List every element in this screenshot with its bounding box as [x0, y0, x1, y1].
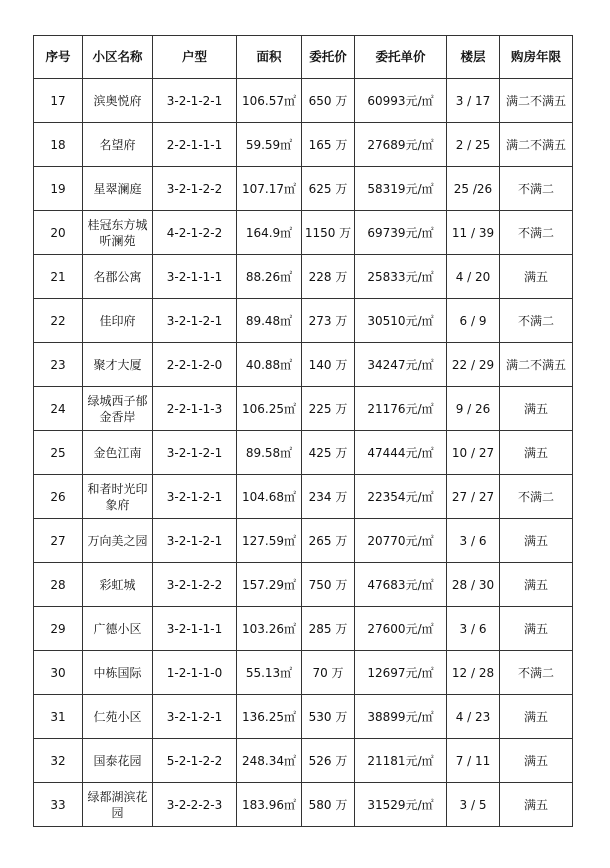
cell-asking-price: 265 万: [302, 519, 355, 563]
cell-floor: 6 / 9: [447, 299, 500, 343]
cell-asking-price: 530 万: [302, 695, 355, 739]
table-row: [34, 739, 573, 783]
table-row: [34, 783, 573, 827]
cell-ownership-years: 不满二: [500, 211, 573, 255]
cell-area: 183.96㎡: [237, 783, 302, 827]
cell-unit-price: 34247元/㎡: [355, 343, 447, 387]
cell-area: 89.58㎡: [237, 431, 302, 475]
cell-layout: 5-2-1-2-2: [153, 739, 237, 783]
table-row: [34, 519, 573, 563]
cell-area: 127.59㎡: [237, 519, 302, 563]
cell-area: 107.17㎡: [237, 167, 302, 211]
cell-ownership-years: 满五: [500, 563, 573, 607]
table-row: [34, 563, 573, 607]
cell-layout: 3-2-1-1-1: [153, 255, 237, 299]
cell-asking-price: 625 万: [302, 167, 355, 211]
cell-layout: 3-2-2-2-3: [153, 783, 237, 827]
cell-floor: 2 / 25: [447, 123, 500, 167]
cell-asking-price: 70 万: [302, 651, 355, 695]
cell-unit-price: 31529元/㎡: [355, 783, 447, 827]
cell-community-name: 金色江南: [83, 431, 153, 475]
cell-unit-price: 47683元/㎡: [355, 563, 447, 607]
table-row: [34, 299, 573, 343]
cell-serial-number: 32: [34, 739, 83, 783]
cell-ownership-years: 满五: [500, 783, 573, 827]
cell-community-name: 万向美之园: [83, 519, 153, 563]
table-row: [34, 167, 573, 211]
cell-ownership-years: 满二不满五: [500, 343, 573, 387]
header-layout: 户型: [153, 36, 237, 79]
cell-unit-price: 30510元/㎡: [355, 299, 447, 343]
cell-serial-number: 30: [34, 651, 83, 695]
cell-floor: 28 / 30: [447, 563, 500, 607]
cell-community-name: 星翠澜庭: [83, 167, 153, 211]
cell-serial-number: 18: [34, 123, 83, 167]
cell-asking-price: 750 万: [302, 563, 355, 607]
header-asking-price: 委托价: [302, 36, 355, 79]
cell-serial-number: 20: [34, 211, 83, 255]
cell-area: 103.26㎡: [237, 607, 302, 651]
cell-floor: 3 / 6: [447, 519, 500, 563]
cell-serial-number: 29: [34, 607, 83, 651]
cell-area: 248.34㎡: [237, 739, 302, 783]
cell-community-name: 聚才大厦: [83, 343, 153, 387]
cell-unit-price: 21176元/㎡: [355, 387, 447, 431]
header-community-name: 小区名称: [83, 36, 153, 79]
cell-layout: 2-2-1-1-1: [153, 123, 237, 167]
cell-layout: 1-2-1-1-0: [153, 651, 237, 695]
cell-layout: 3-2-1-2-1: [153, 431, 237, 475]
cell-floor: 9 / 26: [447, 387, 500, 431]
table-row: [34, 475, 573, 519]
cell-community-name: 广德小区: [83, 607, 153, 651]
cell-layout: 3-2-1-2-2: [153, 563, 237, 607]
cell-layout: 4-2-1-2-2: [153, 211, 237, 255]
cell-ownership-years: 满五: [500, 387, 573, 431]
cell-floor: 25 /26: [447, 167, 500, 211]
cell-asking-price: 140 万: [302, 343, 355, 387]
cell-asking-price: 285 万: [302, 607, 355, 651]
cell-asking-price: 526 万: [302, 739, 355, 783]
cell-floor: 3 / 17: [447, 79, 500, 123]
cell-unit-price: 58319元/㎡: [355, 167, 447, 211]
cell-serial-number: 23: [34, 343, 83, 387]
cell-unit-price: 27600元/㎡: [355, 607, 447, 651]
cell-community-name: 桂冠东方城听澜苑: [83, 211, 153, 255]
cell-floor: 7 / 11: [447, 739, 500, 783]
cell-serial-number: 25: [34, 431, 83, 475]
cell-asking-price: 228 万: [302, 255, 355, 299]
cell-unit-price: 25833元/㎡: [355, 255, 447, 299]
cell-ownership-years: 满五: [500, 607, 573, 651]
cell-unit-price: 69739元/㎡: [355, 211, 447, 255]
cell-unit-price: 38899元/㎡: [355, 695, 447, 739]
cell-asking-price: 165 万: [302, 123, 355, 167]
cell-unit-price: 60993元/㎡: [355, 79, 447, 123]
cell-ownership-years: 满五: [500, 739, 573, 783]
cell-asking-price: 225 万: [302, 387, 355, 431]
cell-community-name: 名望府: [83, 123, 153, 167]
cell-area: 59.59㎡: [237, 123, 302, 167]
cell-community-name: 名郡公寓: [83, 255, 153, 299]
cell-asking-price: 425 万: [302, 431, 355, 475]
table-row: [34, 431, 573, 475]
cell-floor: 3 / 5: [447, 783, 500, 827]
table-row: [34, 255, 573, 299]
cell-unit-price: 20770元/㎡: [355, 519, 447, 563]
cell-floor: 4 / 23: [447, 695, 500, 739]
cell-ownership-years: 不满二: [500, 167, 573, 211]
cell-ownership-years: 不满二: [500, 299, 573, 343]
cell-serial-number: 17: [34, 79, 83, 123]
cell-floor: 3 / 6: [447, 607, 500, 651]
table-row: [34, 211, 573, 255]
cell-area: 136.25㎡: [237, 695, 302, 739]
cell-serial-number: 24: [34, 387, 83, 431]
cell-layout: 3-2-1-2-1: [153, 79, 237, 123]
header-floor: 楼层: [447, 36, 500, 79]
cell-area: 89.48㎡: [237, 299, 302, 343]
table-row: [34, 123, 573, 167]
header-area: 面积: [237, 36, 302, 79]
cell-unit-price: 27689元/㎡: [355, 123, 447, 167]
cell-ownership-years: 满五: [500, 695, 573, 739]
cell-ownership-years: 满五: [500, 431, 573, 475]
cell-community-name: 和者时光印象府: [83, 475, 153, 519]
cell-community-name: 国泰花园: [83, 739, 153, 783]
cell-floor: 4 / 20: [447, 255, 500, 299]
cell-asking-price: 273 万: [302, 299, 355, 343]
cell-area: 55.13㎡: [237, 651, 302, 695]
cell-layout: 3-2-1-2-1: [153, 519, 237, 563]
cell-serial-number: 26: [34, 475, 83, 519]
cell-community-name: 绿城西子郁金香岸: [83, 387, 153, 431]
cell-area: 164.9㎡: [237, 211, 302, 255]
cell-unit-price: 22354元/㎡: [355, 475, 447, 519]
cell-layout: 3-2-1-2-1: [153, 475, 237, 519]
table-row: [34, 607, 573, 651]
cell-ownership-years: 满二不满五: [500, 123, 573, 167]
cell-ownership-years: 不满二: [500, 475, 573, 519]
cell-serial-number: 31: [34, 695, 83, 739]
table-row: [34, 343, 573, 387]
cell-serial-number: 19: [34, 167, 83, 211]
cell-layout: 3-2-1-2-2: [153, 167, 237, 211]
cell-serial-number: 28: [34, 563, 83, 607]
cell-asking-price: 580 万: [302, 783, 355, 827]
cell-area: 40.88㎡: [237, 343, 302, 387]
cell-asking-price: 1150 万: [302, 211, 355, 255]
table-header: [34, 36, 573, 79]
cell-serial-number: 27: [34, 519, 83, 563]
cell-community-name: 滨奥悦府: [83, 79, 153, 123]
table-row: [34, 695, 573, 739]
listing-table: [33, 35, 573, 827]
cell-layout: 3-2-1-2-1: [153, 299, 237, 343]
table-row: [34, 651, 573, 695]
header-ownership-years: 购房年限: [500, 36, 573, 79]
table-row: [34, 387, 573, 431]
header-row: [34, 36, 573, 79]
cell-layout: 2-2-1-1-3: [153, 387, 237, 431]
cell-community-name: 绿都湖滨花园: [83, 783, 153, 827]
cell-floor: 10 / 27: [447, 431, 500, 475]
cell-community-name: 彩虹城: [83, 563, 153, 607]
cell-asking-price: 650 万: [302, 79, 355, 123]
cell-community-name: 中栋国际: [83, 651, 153, 695]
cell-serial-number: 33: [34, 783, 83, 827]
cell-area: 157.29㎡: [237, 563, 302, 607]
cell-asking-price: 234 万: [302, 475, 355, 519]
cell-unit-price: 47444元/㎡: [355, 431, 447, 475]
cell-serial-number: 21: [34, 255, 83, 299]
cell-area: 106.57㎡: [237, 79, 302, 123]
cell-area: 88.26㎡: [237, 255, 302, 299]
header-unit-price: 委托单价: [355, 36, 447, 79]
cell-community-name: 仁苑小区: [83, 695, 153, 739]
cell-floor: 12 / 28: [447, 651, 500, 695]
cell-floor: 22 / 29: [447, 343, 500, 387]
header-serial-number: 序号: [34, 36, 83, 79]
cell-layout: 2-2-1-2-0: [153, 343, 237, 387]
cell-unit-price: 21181元/㎡: [355, 739, 447, 783]
cell-unit-price: 12697元/㎡: [355, 651, 447, 695]
cell-ownership-years: 满二不满五: [500, 79, 573, 123]
cell-floor: 27 / 27: [447, 475, 500, 519]
cell-layout: 3-2-1-1-1: [153, 607, 237, 651]
cell-area: 104.68㎡: [237, 475, 302, 519]
table-row: [34, 79, 573, 123]
cell-ownership-years: 不满二: [500, 651, 573, 695]
cell-area: 106.25㎡: [237, 387, 302, 431]
cell-ownership-years: 满五: [500, 255, 573, 299]
cell-ownership-years: 满五: [500, 519, 573, 563]
table-body: [34, 79, 573, 827]
cell-floor: 11 / 39: [447, 211, 500, 255]
cell-serial-number: 22: [34, 299, 83, 343]
cell-community-name: 佳印府: [83, 299, 153, 343]
cell-layout: 3-2-1-2-1: [153, 695, 237, 739]
